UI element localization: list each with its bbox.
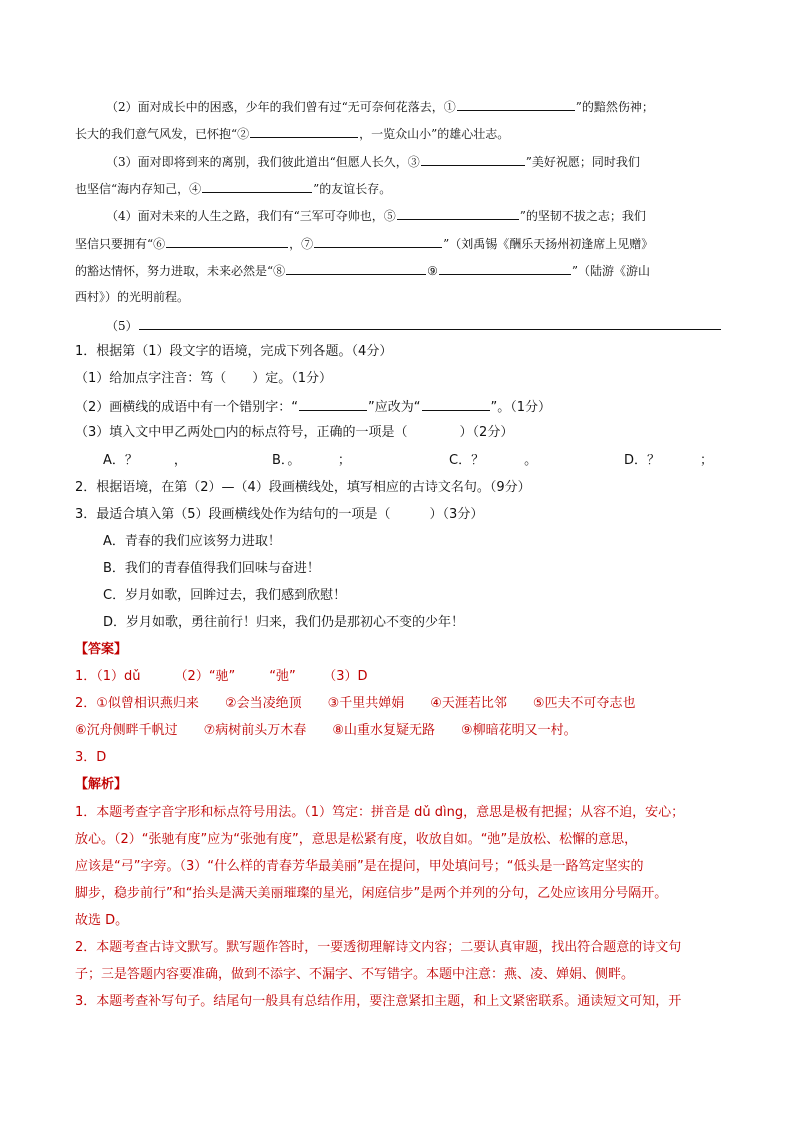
question-3: 3．最适合填入第（5）段画横线处作为结句的一项是（ ）（3分） (75, 507, 484, 522)
passage-p3-line1: （3）面对即将到来的离别，我们彼此道出“但愿人长久，③ ”美好祝愿；同时我们 (106, 152, 640, 171)
analysis-1-line3: 应该是“弓”字旁。（3）“什么样的青春芳华最美丽”是在提问，甲处填问号；“低头是一路笃定坚实的 (75, 859, 644, 874)
analysis-2-line1: 2．本题考查古诗文默写。默写题作答时，一要透彻理解诗文内容；二要认真审题，找出符合题意的诗文句 (75, 940, 682, 955)
q1-3-option-d: D．？ ； (624, 453, 714, 468)
question-1-1: （1）给加点字注音：笃（ ）定。（1分） (75, 371, 333, 386)
passage-p3-line2: 也坚信“海内存知己，④ ”的友谊长存。 (75, 179, 391, 198)
answer-heading: 【答案】 (75, 642, 128, 657)
passage-p4-line2: 坚信只要拥有“⑥ ，⑦ ”（刘禹锡《酬乐天扬州初逢席上见赠》 (75, 234, 653, 253)
passage-p2-line1: （2）面对成长中的困惑，少年的我们曾有过“无可奈何花落去，① ”的黯然伤神； (106, 97, 654, 116)
analysis-3-line1: 3．本题考查补写句子。结尾句一般具有总结作用，要注意紧扣主题，和上文紧密联系。通读短文可知，开 (75, 994, 682, 1009)
question-1-2: （2）画横线的成语中有一个错别字：“ ”应改为“ ”。（1分） (75, 397, 551, 417)
answer-2-row2: ⑥沉舟侧畔千帆过 ⑦病树前头万木春 ⑧山重水复疑无路 ⑨柳暗花明又一村。 (75, 723, 577, 738)
q3-option-c: C．岁月如歌，回眸过去，我们感到欣慰！ (103, 588, 347, 603)
q1-3-option-a: A．？ ， (103, 453, 187, 468)
question-1-3: （3）填入文中甲乙两处□内的标点符号，正确的一项是（ ）（2分） (75, 425, 514, 440)
analysis-heading: 【解析】 (75, 777, 128, 792)
analysis-1-line4: 脚步，稳步前行”和“抬头是满天美丽璀璨的星光，闲庭信步”是两个并列的分句，乙处应该用分号隔开。 (75, 886, 668, 901)
analysis-1-line2: 放心。（2）“张驰有度”应为“张弛有度”，意思是松紧有度，收放自如。“弛”是放松、松懈的意思， (75, 832, 638, 847)
q1-3-option-b: B．。 ； (272, 453, 351, 468)
answer-2-row1: 2．①似曾相识燕归来 ②会当凌绝顶 ③千里共婵娟 ④天涯若比邻 ⑤匹夫不可夺志也 (75, 696, 636, 711)
question-1: 1．根据第（1）段文字的语境，完成下列各题。（4分） (75, 344, 393, 359)
passage-p4-line4: 西村》）的光明前程。 (75, 290, 190, 304)
passage-p4-line3: 的豁达情怀，努力进取，未来必然是“⑧ ⑨ ”（陆游《游山 (75, 261, 650, 280)
analysis-1-line1: 1．本题考查字音字形和标点符号用法。（1）笃定：拼音是 dǔ dìng，意思是极有把握；从容不迫，安心； (75, 805, 685, 820)
analysis-1-line5: 故选 D。 (75, 913, 129, 928)
passage-p2-line2: 长大的我们意气风发，已怀抱“② ，一览众山小”的雄心壮志。 (75, 124, 509, 143)
q3-option-b: B．我们的青春值得我们回味与奋进！ (103, 561, 320, 576)
passage-p5: （5） (106, 316, 722, 335)
q1-3-option-c: C．？ 。 (449, 453, 538, 468)
answer-1: 1．（1）dǔ （2）“驰” “弛” （3）D (75, 669, 368, 684)
analysis-2-line2: 子；三是答题内容要准确，做到不添字、不漏字、不写错字。本题中注意：燕、凌、婵娟、侧畔。 (75, 967, 635, 982)
q3-option-a: A．青春的我们应该努力进取！ (103, 534, 281, 549)
answer-3: 3．D (75, 750, 107, 765)
q3-option-d: D．岁月如歌，勇往前行！归来，我们仍是那初心不变的少年！ (103, 615, 465, 630)
question-2: 2．根据语境，在第（2）—（4）段画横线处，填写相应的古诗文名句。（9分） (75, 480, 531, 495)
passage-p4-line1: （4）面对未来的人生之路，我们有“三军可夺帅也，⑤ ”的坚韧不拔之志；我们 (106, 206, 646, 225)
